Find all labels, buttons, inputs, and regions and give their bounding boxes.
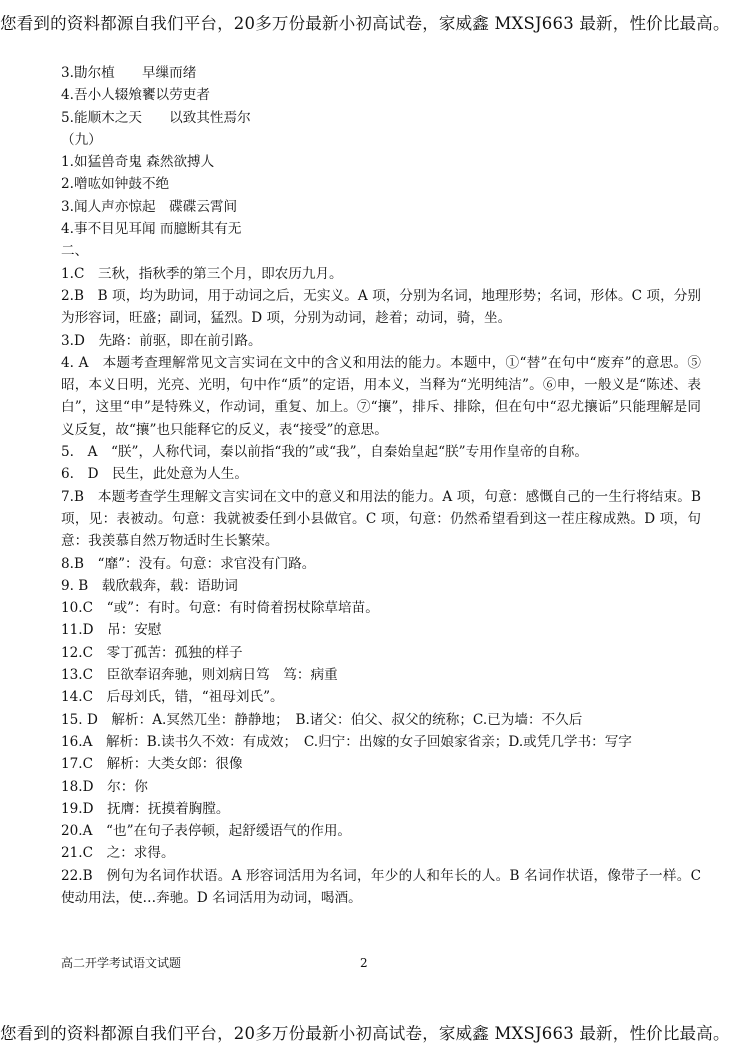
page-number: 2 — [360, 956, 368, 970]
answer-item: 16.A 解析：B.读书久不效：有成效； C.归宁：出嫁的女子回娘家省亲；D.或凭几学书：写字 — [61, 733, 632, 750]
bottom-banner: 您看到的资料都源自我们平台，20多万份最新小初高试卷，家威鑫 MXSJ663 最新，性价比最高。 — [0, 1024, 730, 1043]
answer-item: 19.D 抚膺：抚摸着胸膛。 — [61, 800, 230, 817]
answer-item: 9. B 载欣载奔，载：语助词 — [61, 577, 238, 594]
text-line: 3.勖尔植 早缫而绪 — [61, 65, 197, 81]
answer-item: 22.B 例句为名词作状语。A 形容词活用为名词，年少的人和年长的人。B 名词作状语，像带子一样。C 使动用法，使…奔驰。D 名词活用为动词，喝酒。 — [61, 867, 701, 906]
answer-item: 4. A 本题考查理解常见文言实词在文中的含义和用法的能力。本题中，①“替”在句中“废弃”的意思。⑤昭，本义日明，光亮、光明，句中作“质”的定语，用本义，当释为“光明纯洁”。⑥申，一般义是“陈述、表白”，这里“申”是特殊义，作动词，重复、加上。⑦“攘”，排斥、排除，但在句中“忍尤攘诟”只能理解是同义反复，故“攘”也只能释它的反义，表“接受”的意思。 — [61, 354, 701, 438]
answer-item: 6. D 民生，此处意为人生。 — [61, 466, 248, 483]
section-heading: （九） — [61, 131, 102, 148]
answer-item: 14.C 后母刘氏，错，“祖母刘氏”。 — [61, 689, 284, 706]
answer-item: 5. A “朕”，人称代词，秦以前指“我的”或“我”，自秦始皇起“朕”专用作皇帝的自称。 — [61, 444, 588, 461]
answer-item: 12.C 零丁孤苦：孤独的样子 — [61, 644, 243, 661]
answer-item: 13.C 臣欲奉诏奔驰，则刘病日笃 笃：病重 — [61, 667, 338, 684]
text-line: 2.噌吰如钟鼓不绝 — [61, 176, 170, 193]
answer-item: 2.B B 项，均为助词，用于动词之后，无实义。A 项，分别为名词，地理形势；名词，形体。C 项，分别为形容词，旺盛；副词，猛烈。D 项，分别为动词，趁着；动词，骑，坐。 — [61, 287, 701, 327]
answer-item: 20.A “也”在句子表停顿，起舒缓语气的作用。 — [61, 823, 352, 840]
text-line: 5.能顺木之天 以致其性焉尔 — [61, 109, 251, 126]
page-footer — [61, 955, 701, 971]
answer-item: 21.C 之：求得。 — [61, 845, 175, 862]
answer-item: 18.D 尔：你 — [61, 778, 148, 795]
answer-item: 1.C 三秋，指秋季的第三个月，即农历九月。 — [61, 265, 343, 282]
answer-item: 7.B 本题考查学生理解文言实词在文中的意义和用法的能力。A 项，句意：感慨自己的一生行将结束。B 项，见：表被动。句意：我就被委任到小县做官。C 项，句意：仍然希望看到这一茬庄稼成熟。D 项，句意：我羡慕自然万物适时生长繁荣。 — [61, 488, 701, 550]
text-line: 4.吾小人辍飧饔以劳吏者 — [61, 87, 210, 104]
answer-item: 3.D 先路：前驱，即在前引路。 — [61, 332, 262, 349]
answer-item: 11.D 吊：安慰 — [61, 622, 162, 639]
text-line: 4.事不目见耳闻 而臆断其有无 — [61, 221, 242, 238]
text-line: 3.闻人声亦惊起 碟碟云霄间 — [61, 198, 238, 215]
answer-content — [61, 62, 701, 909]
section-heading: 二、 — [61, 243, 89, 260]
text-line: 1.如猛兽奇鬼 森然欲搏人 — [61, 154, 215, 171]
answer-item: 17.C 解析：大类女郎：很像 — [61, 756, 243, 773]
top-banner: 您看到的资料都源自我们平台，20多万份最新小初高试卷，家威鑫 MXSJ663 最新，性价比最高。 — [0, 14, 730, 33]
answer-item: 8.B “靡”：没有。句意：求官没有门路。 — [61, 555, 316, 572]
footer-title: 高二开学考试语文试题 — [61, 956, 182, 970]
answer-item: 15. D 解析：A.冥然兀坐：静静地； B.诸父：伯父、叔父的统称；C.已为墙：不久后 — [61, 711, 583, 728]
answer-item: 10.C “或”：有时。句意：有时倚着拐杖除草培苗。 — [61, 600, 379, 617]
